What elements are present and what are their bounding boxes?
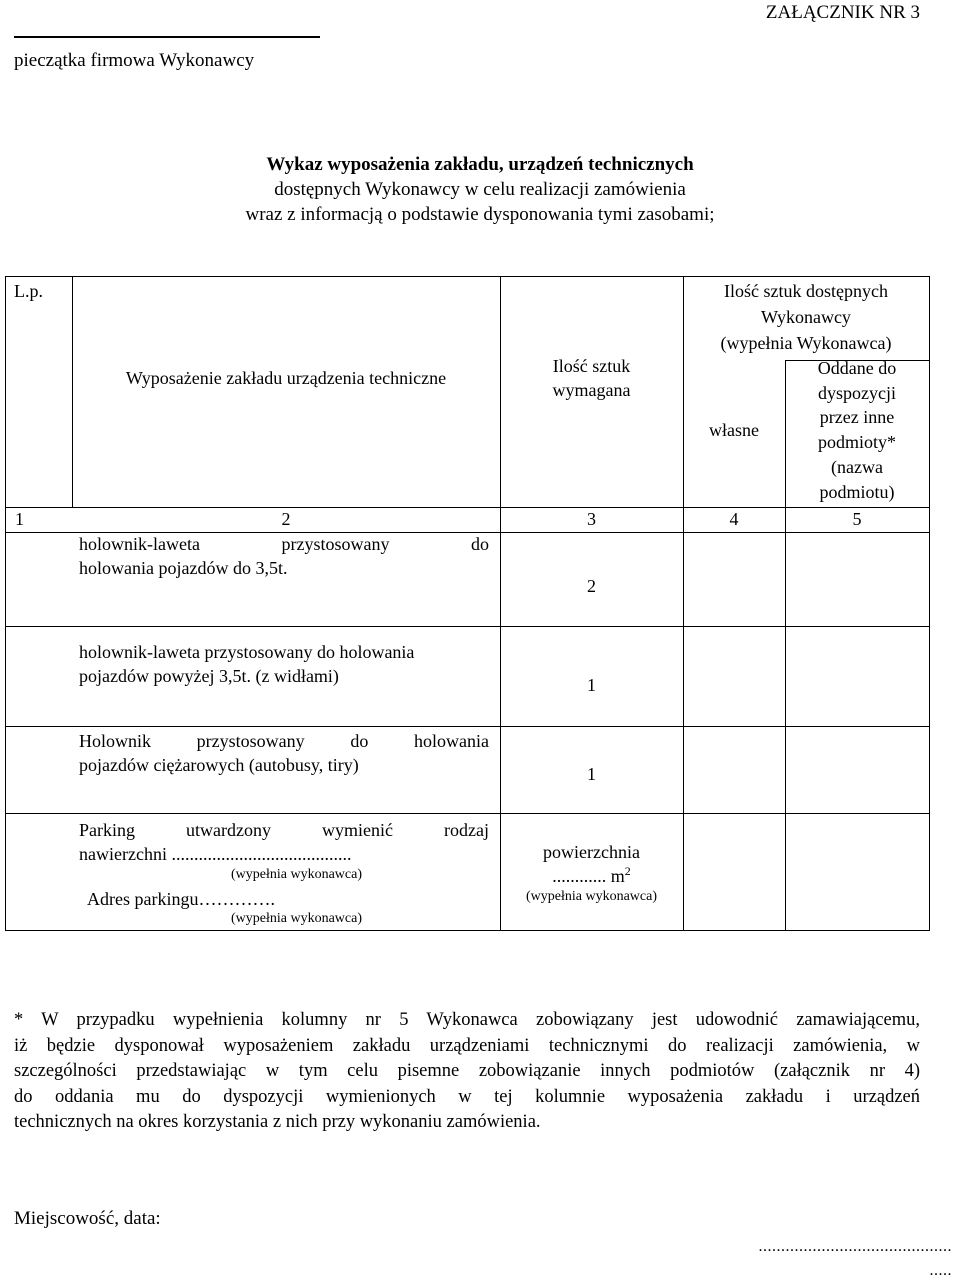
row-3-word-2: przystosowany <box>196 731 305 751</box>
row-2-line-1: holownik-laweta przystosowany do holowania <box>79 642 415 662</box>
row-1-word-2: przystosowany <box>281 534 390 554</box>
row-4-area <box>500 840 683 906</box>
row-4-fill-note: (wypełnia wykonawca) <box>231 867 363 882</box>
header-others-line-3: przez inne <box>819 407 895 428</box>
header-available-line-2: Wykonawcy <box>761 307 851 327</box>
footnote-line-1: * W przypadku wypełnienia kolumny nr 5 Wykonawca zobowiązany jest udowodnić zamawiającemu, <box>14 1010 920 1030</box>
row-4-area-value: ............ m <box>552 866 625 886</box>
footnote-line-4: do oddania mu do dyspozycji wymienionych w tej kolumnie wyposażenia zakładu i urządzeń <box>14 1086 920 1107</box>
column-number-1: 1 <box>15 509 24 529</box>
table-border-right <box>929 276 930 931</box>
stamp-label: pieczątka firmowa Wykonawcy <box>14 50 255 71</box>
col-divider-lp <box>72 276 73 507</box>
row-3-word-3: do <box>350 731 369 751</box>
table-border-top <box>5 276 930 277</box>
column-number-2: 2 <box>281 509 291 529</box>
row-4-area-label: powierzchnia <box>543 842 640 862</box>
header-others <box>785 356 929 504</box>
footnote-line-3: szczególności przedstawiając w tym celu pisemne zobowiązanie innych podmiotów (załącznik nr 4) <box>14 1061 920 1081</box>
stamp-line <box>14 36 320 38</box>
signature-dots-1: ........................................... <box>758 1238 952 1255</box>
header-others-line-6: podmiotu) <box>819 481 895 502</box>
row-1-word-3: do <box>470 534 489 554</box>
title-line-1: Wykaz wyposażenia zakładu, urządzeń technicznych <box>266 154 694 175</box>
row-2-description <box>79 640 499 688</box>
row-3-line-1 <box>79 729 489 753</box>
row-3-word-4: holowania <box>414 731 489 751</box>
row-4-area-unit-sup: 2 <box>624 864 631 878</box>
column-number-5: 5 <box>852 509 862 529</box>
equipment-table <box>5 276 930 931</box>
header-available <box>683 278 929 356</box>
row-1-bottom-line <box>5 626 930 627</box>
header-equipment: Wyposażenie zakładu urządzenia techniczne <box>125 368 447 388</box>
row-3-line-2: pojazdów ciężarowych (autobusy, tiry) <box>79 755 359 775</box>
column-number-4: 4 <box>729 509 739 529</box>
row-4-description <box>79 818 489 866</box>
row-4-area-note: (wypełnia wykonawca) <box>525 889 657 904</box>
row-1-line-2: holowania pojazdów do 3,5t. <box>79 558 288 578</box>
row-4-word-2: utwardzony <box>186 820 271 840</box>
row-2-line-2: pojazdów powyżej 3,5t. (z widłami) <box>79 666 339 686</box>
header-others-line-4: podmioty* <box>817 432 896 453</box>
footnote <box>14 1008 920 1136</box>
row-4-area-value-line <box>500 864 683 888</box>
row-3-bottom-line <box>5 813 930 814</box>
header-own: własne <box>709 420 759 440</box>
header-others-line-2: dyspozycji <box>818 382 896 403</box>
column-number-3: 3 <box>587 509 596 529</box>
table-border-bottom <box>5 930 930 931</box>
header-required <box>500 354 683 402</box>
row-1-line-1 <box>79 532 489 556</box>
row-1-description <box>79 532 489 580</box>
row-1-word-1: holownik-laweta <box>79 534 200 554</box>
row-2-quantity: 1 <box>587 675 596 695</box>
row-3-description <box>79 729 489 777</box>
row-4-word-3: wymienić <box>322 820 393 840</box>
table-border-left <box>5 276 6 931</box>
title-line-3: wraz z informacją o podstawie dysponowania tymi zasobami; <box>245 204 715 225</box>
header-available-line-1: Ilość sztuk dostępnych <box>724 281 888 301</box>
footnote-line-5: technicznych na okres korzystania z nich przy wykonaniu zamówienia. <box>14 1112 541 1132</box>
signature-dots-2: ..... <box>929 1262 952 1279</box>
row-1-quantity: 2 <box>587 576 596 596</box>
row-2-bottom-line <box>5 726 930 727</box>
header-available-line-3: (wypełnia Wykonawca) <box>720 333 892 353</box>
footnote-line-2: iż będzie dysponował wyposażeniem zakładu urządzeniami technicznymi do realizacji zamówienia, w <box>14 1035 920 1056</box>
document-title <box>0 152 960 227</box>
title-line-2: dostępnych Wykonawcy w celu realizacji zamówienia <box>274 179 686 200</box>
row-3-quantity: 1 <box>587 764 596 784</box>
row-4-word-1: Parking <box>79 820 135 840</box>
attachment-number: ZAŁĄCZNIK NR 3 <box>765 2 920 23</box>
header-required-line-2: wymagana <box>552 380 631 400</box>
row-4-word-4: rodzaj <box>444 820 489 840</box>
place-date-label: Miejscowość, data: <box>14 1208 161 1229</box>
header-lp: L.p. <box>14 281 43 301</box>
header-required-line-1: Ilość sztuk <box>552 356 631 376</box>
row-4-line-1 <box>79 818 489 842</box>
row-4-address-note: (wypełnia wykonawca) <box>231 911 363 926</box>
header-others-line-5: (nazwa <box>831 456 883 477</box>
row-4-address: Adres parkingu…………. <box>87 889 275 909</box>
col-divider-required <box>683 276 684 931</box>
row-4-line-2: nawierzchni ........................................ <box>79 844 352 864</box>
header-others-line-1: Oddane do <box>817 358 897 378</box>
row-3-word-1: Holownik <box>79 731 151 751</box>
